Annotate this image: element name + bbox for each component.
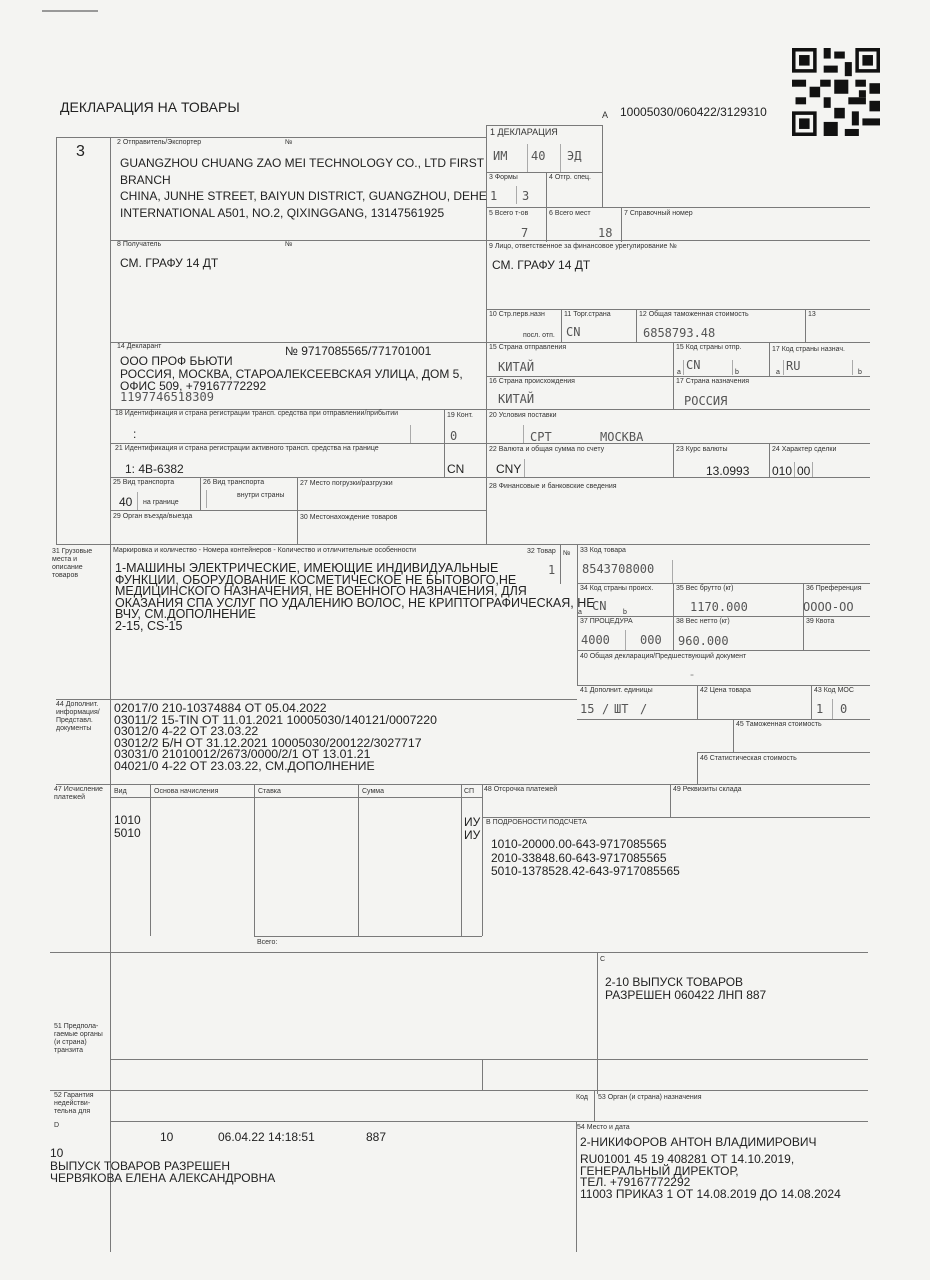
sender-block xyxy=(120,155,487,221)
box41-label: 41 Дополнит. единицы xyxy=(580,687,653,694)
goods-line: ОКАЗАНИЯ СПА УСЛУГ ПО УДАЛЕНИЮ ВОЛОС, НЕ КРИПТОГРАФИЧЕСКАЯ, НЕ xyxy=(115,595,595,610)
release-note xyxy=(605,976,766,1001)
release-line: РАЗРЕШЕН 060422 ЛНП 887 xyxy=(605,987,767,1002)
gross-weight: 1170.000 xyxy=(690,600,748,614)
rule xyxy=(577,583,870,584)
rule xyxy=(811,685,812,719)
payment-method: ИУ xyxy=(464,815,481,829)
box34-a: a xyxy=(578,609,582,616)
rule xyxy=(673,376,674,410)
box18-label: 18 Идентификация и страна регистрации трансп. средства при отправлении/прибытии xyxy=(115,410,399,417)
box37-label: 37 ПРОЦЕДУРА xyxy=(580,618,633,625)
box4-label: 4 Отгр. спец. xyxy=(549,174,591,181)
declarant-ogrn: 1197746518309 xyxy=(120,390,214,404)
box47-label-line: платежей xyxy=(54,794,86,801)
rule xyxy=(254,784,255,936)
origin-country-code: CN xyxy=(592,599,607,613)
declaration-type: ИМ xyxy=(493,149,508,163)
rule xyxy=(577,616,870,617)
box51-label xyxy=(54,1023,103,1055)
documents-list xyxy=(114,703,437,773)
box48-label: 48 Отсрочка платежей xyxy=(484,786,558,793)
box47-label-line: 47 Исчисление xyxy=(54,786,103,793)
box10-sub: посл. отп. xyxy=(523,332,555,339)
rule xyxy=(673,342,674,376)
transport-id: : xyxy=(133,427,137,441)
box46-label: 46 Статистическая стоимость xyxy=(700,755,797,762)
financial-person-value: СМ. ГРАФУ 14 ДТ xyxy=(492,258,591,272)
goods-line: 1-МАШИНЫ ЭЛЕКТРИЧЕСКИЕ, ИМЕЮЩИЕ ИНДИВИДУАЛЬНЫЕ xyxy=(115,561,499,575)
box21-label: 21 Идентификация и страна регистрации активного трансп. средства на границе xyxy=(115,445,379,452)
rule xyxy=(812,462,813,477)
scan-mark xyxy=(42,10,98,12)
signatory-line: ТЕЛ. +79167772292 xyxy=(580,1175,691,1190)
commodity-code: 8543708000 xyxy=(582,562,655,576)
rule xyxy=(358,784,359,936)
goods-line: МЕДИЦИНСКОГО НАЗНАЧЕНИЯ, НЕ ВОЕННОГО НАЗНАЧЕНИЯ, ДЛЯ xyxy=(115,584,527,599)
rule xyxy=(482,817,870,818)
procedure-code: 4000 xyxy=(581,633,610,647)
rule xyxy=(150,784,151,936)
rule xyxy=(524,459,525,477)
box14-label: 14 Декларант xyxy=(117,343,162,350)
box31-label-line: места и xyxy=(52,556,78,563)
rule xyxy=(486,309,870,310)
rule xyxy=(56,137,486,138)
release-officer-line: 10 xyxy=(50,1146,64,1160)
declarant-line: ООО ПРОФ БЬЮТИ xyxy=(120,354,233,368)
rule xyxy=(444,443,445,477)
rule xyxy=(697,685,698,719)
rule xyxy=(110,443,870,444)
box6-label: 6 Всего мест xyxy=(549,210,591,217)
rule xyxy=(486,172,603,173)
document-line: 04021/0 4-22 ОТ 23.03.22, СМ.ДОПОЛНЕНИЕ xyxy=(114,758,375,773)
rule xyxy=(733,719,734,752)
signatory-line: ГЕНЕРАЛЬНЫЙ ДИРЕКТОР, xyxy=(580,1163,739,1178)
release-datetime: 06.04.22 14:18:51 xyxy=(218,1130,315,1144)
goods-description xyxy=(115,563,595,633)
recipient-value: СМ. ГРАФУ 14 ДТ xyxy=(120,256,219,270)
total-places: 18 xyxy=(598,226,613,240)
calculation-line: 1010-20000.00-643-9717085565 xyxy=(491,837,667,851)
goods-line: 2-15, CS-15 xyxy=(115,618,183,633)
rule xyxy=(560,144,561,172)
box23-label: 23 Курс валюты xyxy=(676,446,728,453)
container-flag: 0 xyxy=(450,429,458,443)
calculation-line: 2010-33848.60-643-9717085565 xyxy=(491,850,667,865)
kod-label: Код xyxy=(576,1094,588,1101)
procedure-subcode: 000 xyxy=(640,633,662,647)
payment-methods xyxy=(464,816,480,841)
previous-document: - xyxy=(690,667,694,681)
release-number: 887 xyxy=(366,1130,387,1144)
box44-label xyxy=(56,701,100,733)
rule xyxy=(110,510,486,511)
box2-no-label: № xyxy=(285,139,293,146)
rule xyxy=(832,699,833,719)
origin-country: КИТАЙ xyxy=(498,392,535,406)
transport-mode-border: 40 xyxy=(119,495,133,509)
boxD-label: D xyxy=(54,1122,60,1129)
rule xyxy=(110,1059,868,1060)
sender-line: CHINA, JUNHE STREET, BAIYUN DISTRICT, GUANGZHOU, DEHE xyxy=(120,189,487,203)
box42-label: 42 Цена товара xyxy=(700,687,751,694)
rule xyxy=(732,360,733,375)
rule xyxy=(50,1090,868,1091)
release-officer-line: ЧЕРВЯКОВА ЕЛЕНА АЛЕКСАНДРОВНА xyxy=(50,1171,276,1185)
rule xyxy=(56,784,870,785)
goods-line: ВЧУ, СМ.ДОПОЛНЕНИЕ xyxy=(115,607,256,622)
rule xyxy=(110,797,482,798)
rule xyxy=(110,1121,868,1122)
sheet-number: 3 xyxy=(76,143,85,160)
box52-label-line: тельна для xyxy=(54,1108,91,1115)
box1-label: 1 ДЕКЛАРАЦИЯ xyxy=(490,127,558,137)
box25-label: 25 Вид транспорта xyxy=(113,479,175,486)
sender-line: GUANGZHOU CHUANG ZAO MEI TECHNOLOGY CO., LTD FIRST xyxy=(120,156,485,170)
forms-current: 1 xyxy=(490,189,498,203)
rule xyxy=(683,360,684,375)
rule xyxy=(516,186,517,204)
box44-label-line: документы xyxy=(56,725,92,732)
destination-country-code: RU xyxy=(786,359,801,373)
boxB-label: В ПОДРОБНОСТИ ПОДСЧЕТА xyxy=(486,819,587,826)
net-weight: 960.000 xyxy=(678,634,729,648)
sender-line: BRANCH xyxy=(120,172,171,187)
box49-label: 49 Реквизиты склада xyxy=(673,786,742,793)
box31-label xyxy=(52,548,92,580)
reg-prefix: A xyxy=(602,110,609,120)
box51-label-line: гаемые органы xyxy=(54,1031,103,1038)
document-line: 03011/2 15-TIN ОТ 11.01.2021 10005030/140121/0007220 xyxy=(114,712,437,727)
deal-subtype: 00 xyxy=(797,464,811,478)
box30-label: 30 Местонахождение товаров xyxy=(300,514,398,521)
exchange-rate: 13.0993 xyxy=(706,464,750,478)
rule xyxy=(577,685,870,686)
box5-label: 5 Всего т-ов xyxy=(489,210,529,217)
box38-label: 38 Вес нетто (кг) xyxy=(676,618,730,625)
rule xyxy=(670,784,671,818)
rule xyxy=(636,309,637,343)
box32-label: 32 Товар xyxy=(527,548,556,555)
rule xyxy=(410,425,411,443)
rule xyxy=(110,240,870,241)
rule xyxy=(482,1059,483,1091)
box31-label-line: описание xyxy=(52,564,83,571)
document-line: 02017/0 210-10374884 ОТ 05.04.2022 xyxy=(114,701,327,715)
box11-label: 11 Торг.страна xyxy=(564,311,611,318)
box8-no-label: № xyxy=(285,241,293,248)
total-customs-value: 6858793.48 xyxy=(643,326,716,340)
box52-label xyxy=(54,1092,94,1116)
box28-label: 28 Финансовые и банковские сведения xyxy=(489,483,617,490)
box19-label: 19 Конт. xyxy=(447,412,473,419)
deal-type: 010 xyxy=(772,464,793,478)
box20-label: 20 Условия поставки xyxy=(489,412,557,419)
payments-col-stavka: Ставка xyxy=(258,788,281,795)
active-transport-id: 1: 4В-6382 xyxy=(125,462,184,476)
rule xyxy=(577,719,870,720)
box22-label: 22 Валюта и общая сумма по счету xyxy=(489,446,605,453)
document-line: 03012/2 Б/Н ОТ 31.12.2021 10005030/200122/3027717 xyxy=(114,735,422,750)
rule xyxy=(672,560,673,583)
box43-label: 43 Код МОС xyxy=(814,687,854,694)
box17a-label: 17 Код страны назнач. xyxy=(772,346,845,353)
box51-label-line: 51 Предпола- xyxy=(54,1023,99,1030)
box9-label: 9 Лицо, ответственное за финансовое урегулирование № xyxy=(489,243,677,250)
sender-line: INTERNATIONAL A501, NO.2, QIXINGGANG, 13147561925 xyxy=(120,205,445,220)
rule xyxy=(673,443,674,477)
payments-total-label: Всего: xyxy=(257,939,278,946)
box52-label-line: недействи- xyxy=(54,1100,91,1107)
box15a-a: a xyxy=(677,369,681,376)
rule xyxy=(56,544,870,545)
box15a-label: 15 Код страны отпр. xyxy=(676,344,742,351)
rule xyxy=(200,477,201,510)
box26-sub: внутри страны xyxy=(237,492,285,499)
box39-label: 39 Квота xyxy=(806,618,835,625)
preference: ОООО-ОО xyxy=(803,600,854,614)
document-line: 03012/0 4-22 ОТ 23.03.22 xyxy=(114,724,259,739)
rule xyxy=(110,477,870,478)
total-items: 7 xyxy=(521,226,529,240)
rule xyxy=(697,752,698,785)
rule xyxy=(625,630,626,650)
currency: CNY xyxy=(496,462,522,476)
rule xyxy=(769,443,770,477)
box25-sub: на границе xyxy=(143,499,179,506)
box35-label: 35 Вес брутто (кг) xyxy=(676,585,734,592)
payment-types xyxy=(114,814,141,839)
box53-label: 53 Орган (и страна) назначения xyxy=(598,1094,702,1101)
rule xyxy=(594,1090,595,1122)
box31-label-line: 31 Грузовые xyxy=(52,548,93,555)
registration-number: 10005030/060422/3129310 xyxy=(620,105,767,119)
rule xyxy=(137,492,138,510)
box45-label: 45 Таможенная стоимость xyxy=(736,721,822,728)
departure-country: КИТАЙ xyxy=(498,360,535,374)
box16-label: 16 Страна происхождения xyxy=(489,378,575,385)
mos-code-2: 0 xyxy=(840,702,848,716)
box3-label: 3 Формы xyxy=(489,174,518,181)
supp-units-code: / xyxy=(640,702,648,716)
rule xyxy=(527,144,528,172)
box10-label: 10 Стр.перв.назн xyxy=(489,311,545,318)
rule xyxy=(110,342,870,343)
box13-label: 13 xyxy=(808,311,816,318)
active-transport-country: CN xyxy=(447,462,465,476)
payments-col-summa: Сумма xyxy=(362,788,384,795)
rule xyxy=(576,1121,577,1252)
signatory-block xyxy=(580,1137,841,1201)
rule xyxy=(783,360,784,375)
box51-label-line: (и страна) xyxy=(54,1039,87,1046)
box15a-b: b xyxy=(735,369,739,376)
qr-code-icon xyxy=(792,48,880,136)
destination-country: РОССИЯ xyxy=(684,394,728,408)
box33-label: 33 Код товара xyxy=(580,547,626,554)
box27-label: 27 Место погрузки/разгрузки xyxy=(300,480,393,487)
rule xyxy=(56,137,57,544)
rule xyxy=(769,342,770,376)
payments-col-vid: Вид xyxy=(114,788,127,795)
box44-label-line: Представл. xyxy=(56,717,93,724)
rule xyxy=(254,936,482,937)
mos-code-1: 1 xyxy=(816,702,824,716)
release-line: 2-10 ВЫПУСК ТОВАРОВ xyxy=(605,975,744,989)
box36-label: 36 Преференция xyxy=(806,585,862,592)
box52-label-line: 52 Гарантия xyxy=(54,1092,94,1099)
box44-label-line: 44 Дополнит. xyxy=(56,701,99,708)
rule xyxy=(697,752,870,753)
box34-label: 34 Код страны происх. xyxy=(580,585,654,592)
box47-label xyxy=(54,786,103,802)
rule xyxy=(577,650,870,651)
trade-country: CN xyxy=(566,325,581,339)
declaration-form: ЭД xyxy=(567,149,582,163)
box34-b: b xyxy=(623,609,627,616)
calculation-details xyxy=(491,838,680,879)
declarant-line: РОССИЯ, МОСКВА, СТАРОАЛЕКСЕЕВСКАЯ УЛИЦА, ДОМ 5, xyxy=(120,366,463,381)
rule xyxy=(597,952,598,1094)
rule xyxy=(561,309,562,343)
calculation-line: 5010-1378528.42-643-9717085565 xyxy=(491,864,680,878)
rule xyxy=(206,490,207,508)
rule xyxy=(56,699,577,700)
box17a-b: b xyxy=(858,369,862,376)
box29-label: 29 Орган въезда/выезда xyxy=(113,513,193,520)
declaration-procedure: 40 xyxy=(531,149,546,163)
payments-col-osnova: Основа начисления xyxy=(154,788,219,795)
payment-method: ИУ xyxy=(464,827,481,842)
release-officer-line: ВЫПУСК ТОВАРОВ РАЗРЕШЕН xyxy=(50,1158,231,1173)
document-title: ДЕКЛАРАЦИЯ НА ТОВАРЫ xyxy=(60,99,240,115)
box17a-a: a xyxy=(776,369,780,376)
box26-label: 26 Вид транспорта xyxy=(203,479,265,486)
release-officer xyxy=(50,1147,275,1185)
box54-label: 54 Место и дата xyxy=(577,1124,630,1131)
box8-label: 8 Получатель xyxy=(117,241,162,248)
rule xyxy=(482,784,483,936)
rule xyxy=(444,409,445,444)
rule xyxy=(486,125,603,126)
box32-no: № xyxy=(563,550,571,557)
declarant-block xyxy=(120,355,463,393)
supp-units-sep: / xyxy=(602,702,610,716)
payment-type: 5010 xyxy=(114,825,141,840)
goods-line: ФУНКЦИИ, ОБОРУДОВАНИЕ КОСМЕТИЧЕСКОЕ НЕ БЫТОВОГО,НЕ xyxy=(115,572,517,587)
box15-label: 15 Страна отправления xyxy=(489,344,567,351)
box44-label-line: информация/ xyxy=(56,709,100,716)
forms-total: 3 xyxy=(522,189,530,203)
rule xyxy=(602,125,603,208)
rule xyxy=(794,462,795,477)
payment-type: 1010 xyxy=(114,813,141,827)
boxC-label: С xyxy=(600,956,606,963)
delivery-terms: CPT xyxy=(530,430,552,444)
supp-units-qty: 15 xyxy=(580,702,595,716)
declarant-line: ОФИС 509, +79167772292 xyxy=(120,379,267,393)
payments-col-sp: СП xyxy=(464,788,475,795)
box12-label: 12 Общая таможенная стоимость xyxy=(639,311,749,318)
item-number: 1 xyxy=(548,563,556,577)
box31-label-line: товаров xyxy=(52,572,79,579)
rule xyxy=(486,207,870,208)
rule xyxy=(461,784,462,936)
box51-label-line: транзита xyxy=(54,1047,83,1054)
departure-country-code: CN xyxy=(686,358,701,372)
box24-label: 24 Характер сделки xyxy=(772,446,837,453)
rule xyxy=(852,360,853,375)
box2-label: 2 Отправитель/Экспортер xyxy=(117,139,202,146)
signatory-line: 2-НИКИФОРОВ АНТОН ВЛАДИМИРОВИЧ xyxy=(580,1135,817,1149)
release-code: 10 xyxy=(160,1130,174,1144)
delivery-place: МОСКВА xyxy=(600,430,644,444)
box7-label: 7 Справочный номер xyxy=(624,210,693,217)
declarant-code: № 9717085565/771701001 xyxy=(285,344,432,358)
supp-units-name: ШТ xyxy=(614,702,629,716)
signatory-line: 11003 ПРИКАЗ 1 ОТ 14.08.2019 ДО 14.08.2024 xyxy=(580,1187,841,1202)
rule xyxy=(805,309,806,343)
rule xyxy=(621,207,622,242)
box40-label: 40 Общая декларация/Предшествующий документ xyxy=(580,653,747,660)
rule xyxy=(523,425,524,443)
rule xyxy=(110,137,111,1252)
document-line: 03031/0 21010012/2673/0000/2/1 ОТ 13.01.21 xyxy=(114,747,371,762)
box31-header: Маркировка и количество - Номера контейнеров - Количество и отличительные особенности xyxy=(113,547,417,554)
rule xyxy=(50,952,868,953)
signatory-line: RU01001 45 19 408281 ОТ 14.10.2019, xyxy=(580,1151,795,1166)
box17-label: 17 Страна назначения xyxy=(676,378,750,385)
